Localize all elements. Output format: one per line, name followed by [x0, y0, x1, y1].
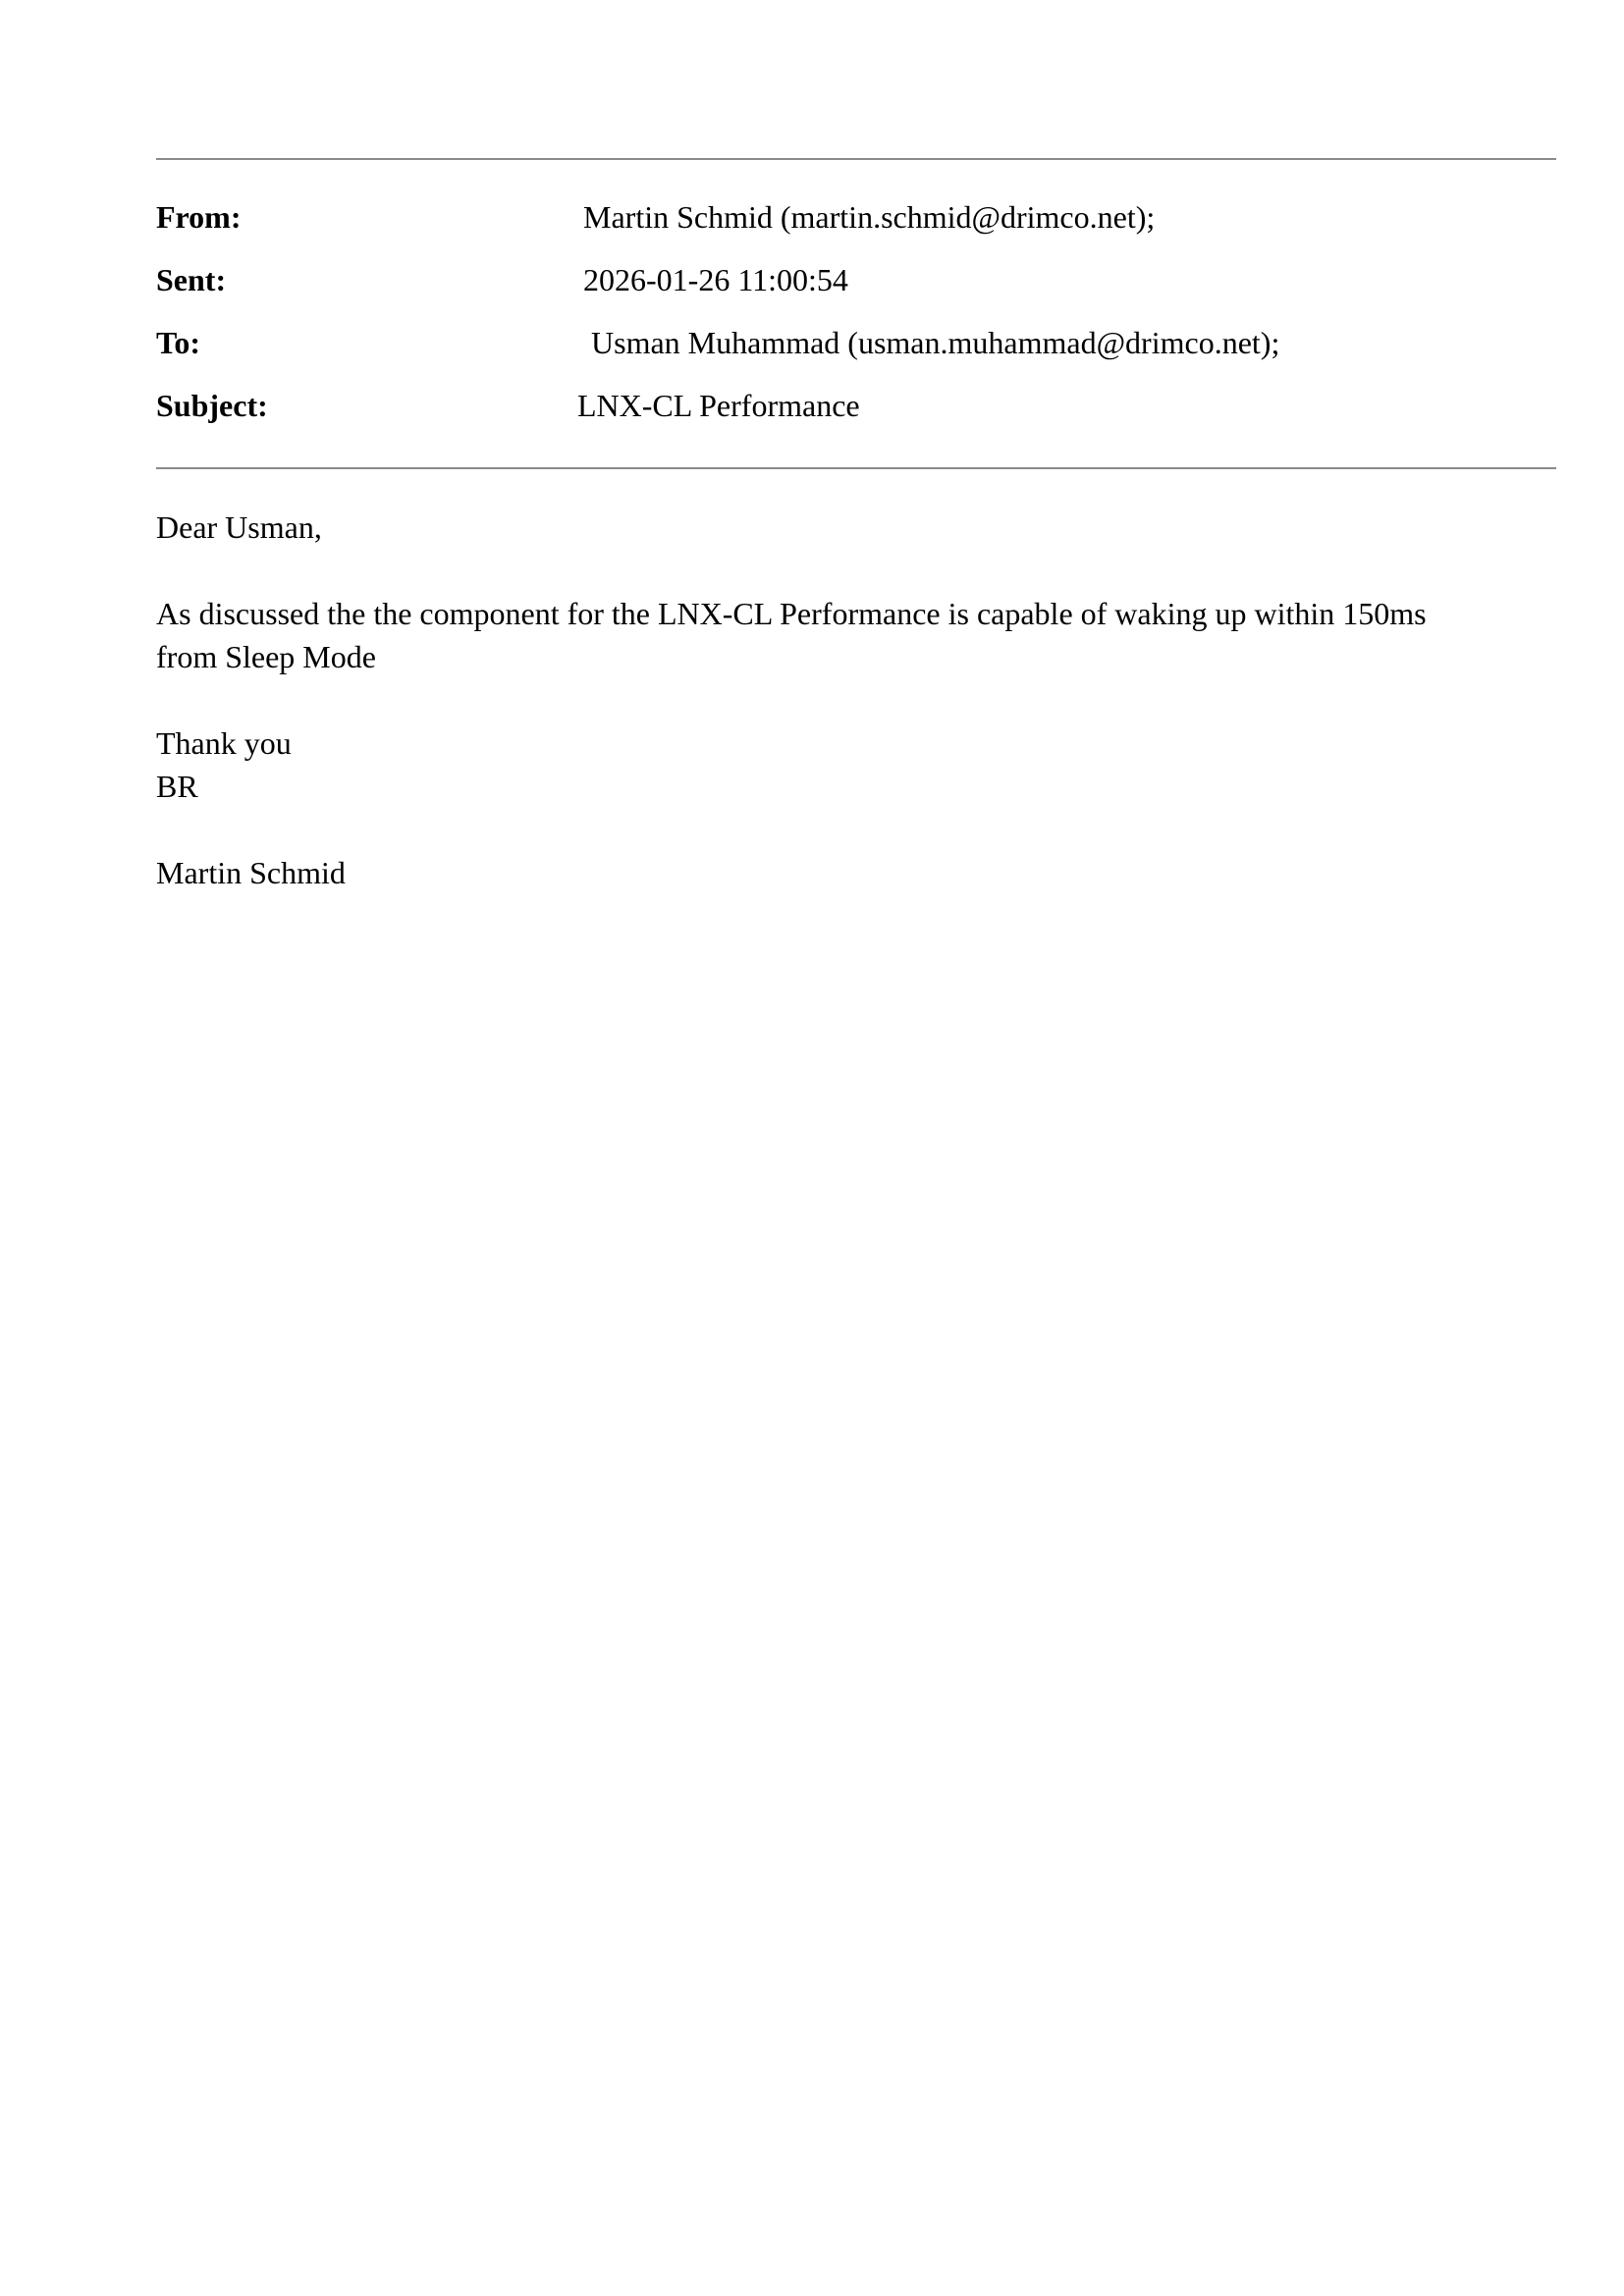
spacer	[156, 678, 1556, 721]
body-paragraph-line-2: from Sleep Mode	[156, 639, 376, 674]
subject-value: LNX-CL Performance	[577, 388, 860, 423]
header-top-divider	[156, 158, 1556, 160]
to-value: Usman Muhammad (usman.muhammad@drimco.net);	[591, 325, 1280, 360]
sent-label: Sent:	[156, 262, 227, 297]
from-label: From:	[156, 199, 242, 235]
spacer	[156, 808, 1556, 851]
from-row	[156, 197, 1556, 237]
spacer	[156, 549, 1556, 592]
subject-label: Subject:	[156, 388, 268, 423]
subject-row	[156, 386, 1556, 425]
from-value: Martin Schmid (martin.schmid@drimco.net);	[583, 199, 1156, 235]
header-bottom-divider	[156, 467, 1556, 469]
signature: Martin Schmid	[156, 855, 346, 890]
greeting: Dear Usman,	[156, 509, 322, 545]
closing-line-2: BR	[156, 769, 198, 804]
to-row	[156, 323, 1556, 362]
email-body	[156, 506, 1556, 894]
to-label: To:	[156, 325, 201, 360]
sent-value: 2026-01-26 11:00:54	[583, 262, 848, 297]
sent-row	[156, 260, 1556, 299]
closing-line-1: Thank you	[156, 725, 292, 761]
body-paragraph-line-1: As discussed the the component for the LNX-CL Performance is capable of waking up within 150ms	[156, 596, 1427, 631]
